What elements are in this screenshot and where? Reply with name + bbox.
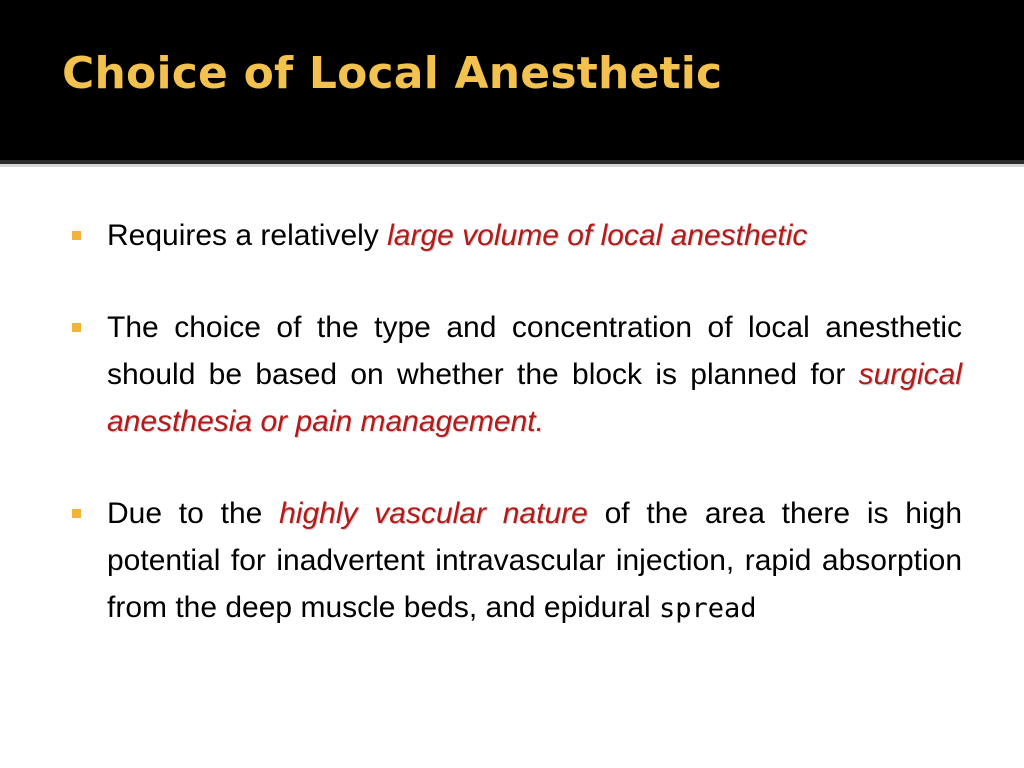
square-bullet-icon — [72, 323, 81, 332]
slide-title: Choice of Local Anesthetic — [62, 48, 723, 99]
bullet-text: Requires a relatively — [107, 219, 388, 252]
bullet-item-choice — [72, 304, 962, 445]
highlighted-phrase: large volume of local anesthetic — [387, 219, 808, 252]
highlighted-phrase: highly vascular nature — [279, 497, 588, 530]
title-divider-light — [0, 164, 1024, 167]
bullet-item-volume — [72, 212, 962, 259]
bullet-text: The choice of the type and concentration of local anesthetic should be based on whether the block is planned for — [107, 311, 962, 391]
bullet-text: Due to the — [107, 497, 280, 530]
bullet-item-vascular — [72, 490, 962, 632]
highlighted-phrase: surgical anesthesia or pain management. — [107, 358, 962, 438]
square-bullet-icon — [72, 231, 81, 240]
bullet-text-after: of the area there is high potential for inadvertent intravascular injection, rapid absorption from the deep muscle beds, and epidural — [107, 497, 963, 624]
bullet-list — [72, 212, 962, 632]
square-bullet-icon — [72, 509, 81, 518]
bullet-text-tail: spread — [659, 593, 757, 624]
title-bar — [0, 0, 1024, 160]
